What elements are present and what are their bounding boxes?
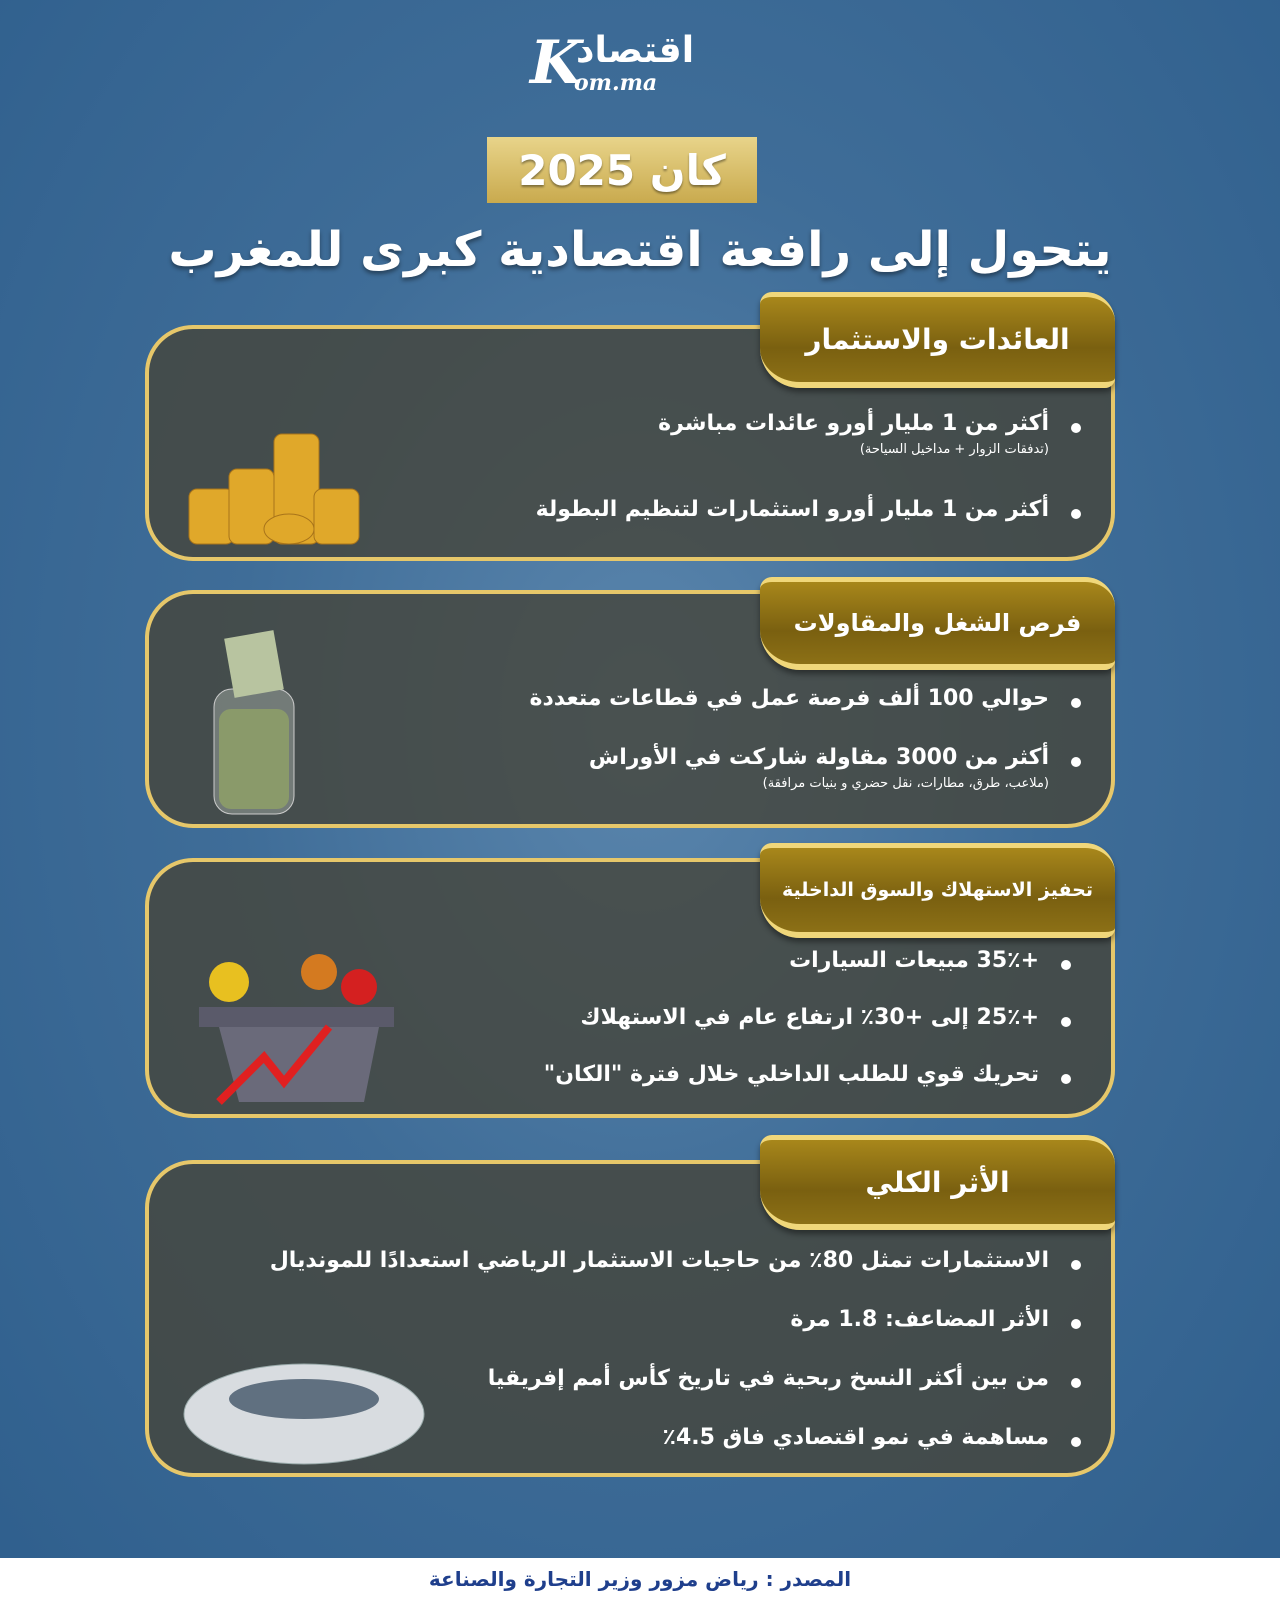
list-item: أكثر من 3000 مقاولة شاركت في الأوراش (ملاعب، طرق، مطارات، نقل حضري و بنيات مرافقة) bbox=[529, 745, 1049, 791]
shopping-basket-icon bbox=[179, 932, 399, 1112]
logo-latin: om.ma bbox=[574, 70, 658, 96]
section-overall-title: الأثر الكلي bbox=[760, 1135, 1115, 1230]
money-jar-icon bbox=[204, 629, 304, 819]
list-item: الأثر المضاعف: 1.8 مرة bbox=[270, 1307, 1049, 1332]
list-item: من بين أكثر النسخ ربحية في تاريخ كأس أمم إفريقيا bbox=[270, 1366, 1049, 1391]
list-item: +35٪ مبيعات السيارات bbox=[544, 948, 1039, 973]
list-item: مساهمة في نمو اقتصادي فاق 4.5٪ bbox=[270, 1425, 1049, 1450]
section-items bbox=[529, 686, 1049, 791]
title-badge: كان 2025 bbox=[487, 137, 757, 203]
logo-arabic: اقتصاد bbox=[576, 30, 695, 71]
list-item: أكثر من 1 مليار أورو عائدات مباشرة (تدفقات الزوار + مداخيل السياحة) bbox=[536, 411, 1049, 457]
gold-coins-icon bbox=[179, 429, 364, 549]
source-footer: المصدر : رياض مزور وزير التجارة والصناعة bbox=[0, 1558, 1280, 1600]
logo-k: K bbox=[530, 28, 583, 98]
list-item: أكثر من 1 مليار أورو استثمارات لتنظيم البطولة bbox=[535, 497, 1049, 522]
section-consumption-title: تحفيز الاستهلاك والسوق الداخلية bbox=[760, 843, 1115, 938]
section-jobs-title: فرص الشغل والمقاولات bbox=[760, 577, 1115, 670]
list-item: +25٪ إلى +30٪ ارتفاع عام في الاستهلاك bbox=[544, 1005, 1039, 1030]
headline: يتحول إلى رافعة اقتصادية كبرى للمغرب bbox=[168, 222, 1112, 278]
section-revenue-title: العائدات والاستثمار bbox=[760, 292, 1115, 388]
list-item: الاستثمارات تمثل 80٪ من حاجيات الاستثمار الرياضي استعدادًا للمونديال bbox=[269, 1248, 1049, 1273]
logo bbox=[530, 28, 730, 98]
stadium-icon bbox=[179, 1359, 429, 1469]
list-item: حوالي 100 ألف فرصة عمل في قطاعات متعددة bbox=[529, 686, 1049, 711]
list-item: تحريك قوي للطلب الداخلي خلال فترة "الكان" bbox=[543, 1062, 1039, 1087]
section-items bbox=[544, 948, 1039, 1087]
section-items bbox=[536, 411, 1049, 522]
